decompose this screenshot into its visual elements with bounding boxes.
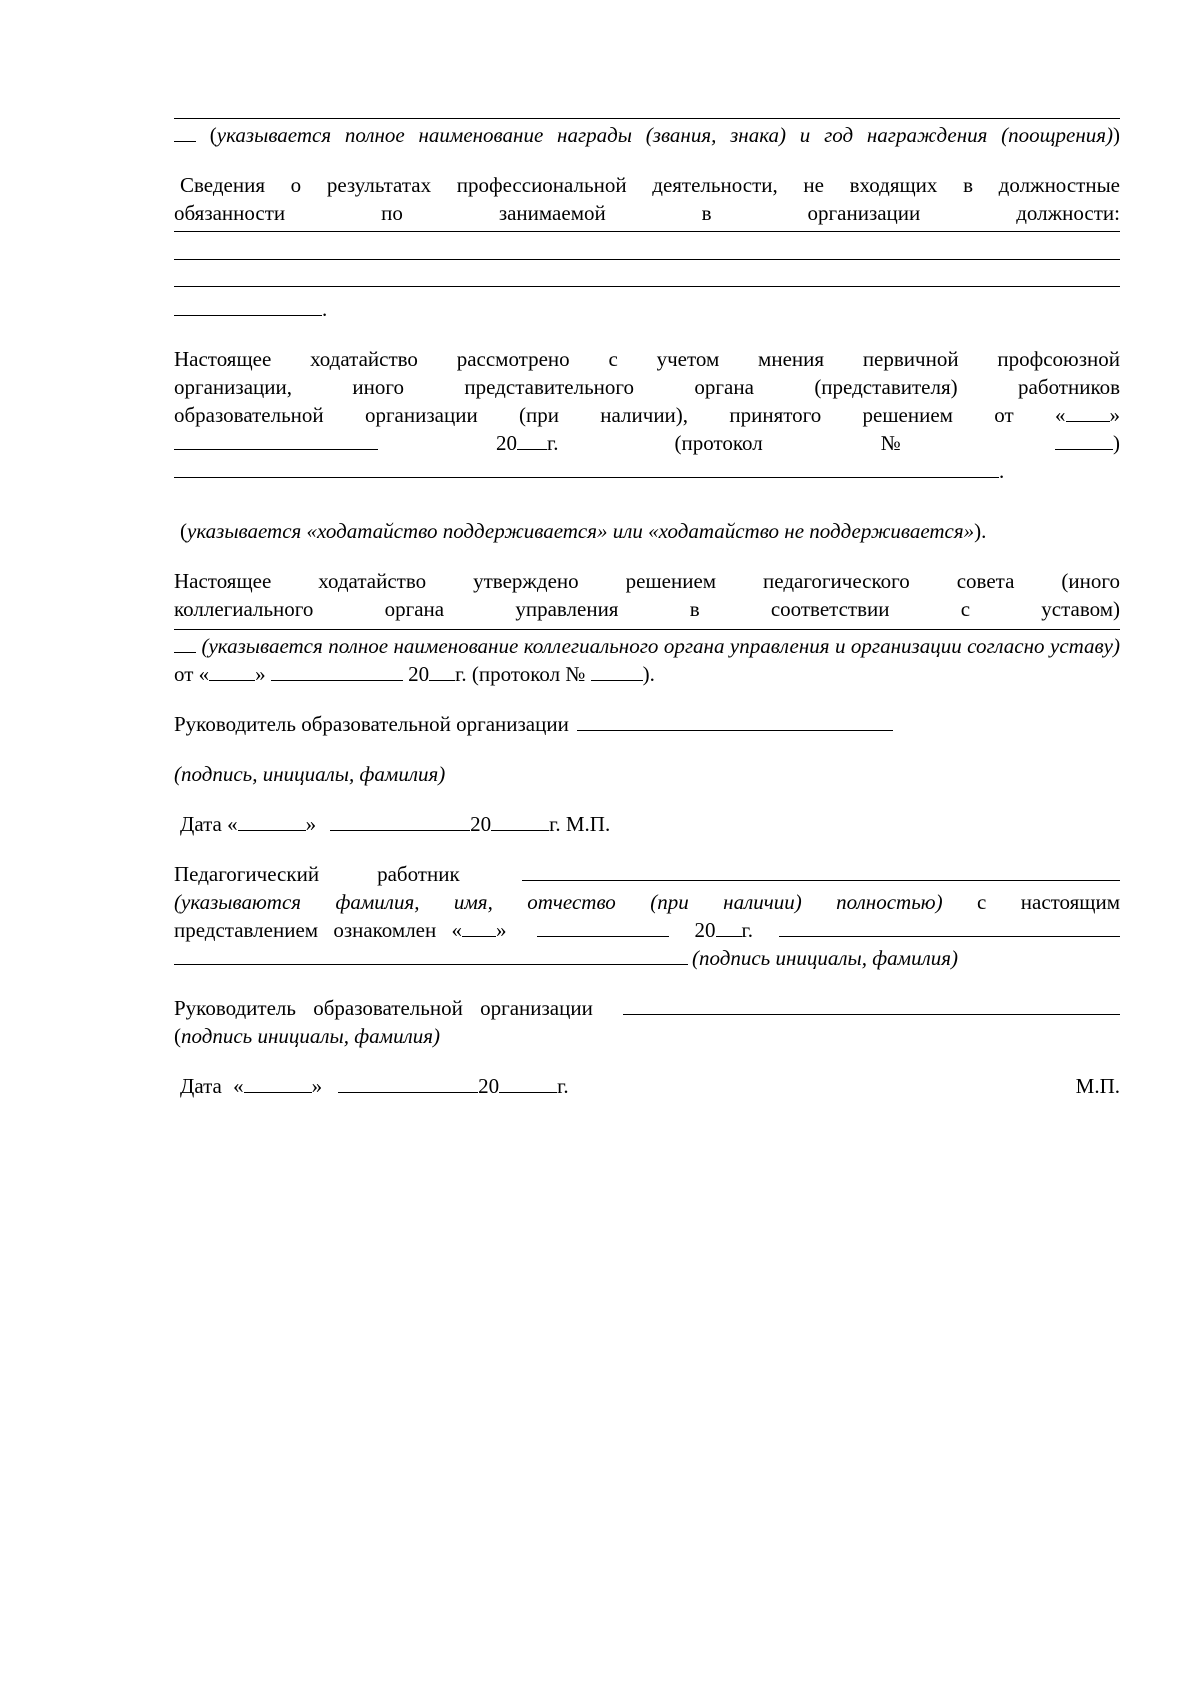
head2-signature-blank — [623, 994, 1120, 1015]
date1-row: Дата « » 20 г. М.П. — [180, 812, 611, 836]
support-note: (указывается «ходатайство поддерживается» или «ходатайство не поддерживается»). — [180, 519, 987, 543]
award-short-blank — [174, 121, 196, 142]
council-month-blank — [271, 660, 403, 681]
date2-row: Дата « » 20 г. М.П. — [180, 1074, 1120, 1098]
results-heading: Сведения о результатах профессиональной деятельности, не входящих в должностные — [180, 173, 1120, 197]
worker-signature-row: (подпись инициалы, фамилия) — [174, 944, 1120, 972]
results-line-3 — [174, 286, 1120, 287]
results-line-1 — [174, 231, 1120, 232]
union-month-blank — [174, 429, 378, 450]
stamp-place-label: М.П. — [1075, 1074, 1120, 1098]
union-day-blank — [1066, 401, 1110, 422]
council-name-line — [174, 629, 1120, 630]
union-decision-line: . — [174, 457, 1120, 485]
form-content — [174, 118, 1120, 1100]
results-heading-line2: обязанности по занимаемой в организации должности: — [174, 201, 1120, 225]
council-day-blank — [209, 660, 255, 681]
date2-year-blank — [499, 1072, 557, 1093]
union-year-blank — [517, 429, 547, 450]
council-year-blank — [429, 660, 455, 681]
council-line2: коллегиального органа управления в соответствии с уставом) — [174, 597, 1120, 621]
head1-signature-blank — [577, 710, 893, 731]
union-line3: образовательной организации (при наличии), принятого решением от « » — [174, 403, 1120, 427]
union-protocol-blank — [1055, 429, 1113, 450]
worker-acknowledge-row: представлением ознакомлен « » 20 г. — [174, 916, 1120, 944]
worker-month-blank — [537, 916, 669, 937]
head2-signature-row: Руководитель образовательной организации — [174, 994, 1120, 1022]
worker-name-blank — [522, 860, 1120, 881]
council-note: (указывается полное наименование коллегиального органа управления и организации согласно уставу) от « » 20 г. (протокол № ). — [174, 634, 1120, 686]
council-protocol-blank — [591, 660, 643, 681]
head1-signature-note: (подпись, инициалы, фамилия) — [174, 762, 446, 786]
head1-signature-row: Руководитель образовательной организации — [174, 710, 1120, 738]
results-line-4: . — [174, 295, 1120, 323]
date2-month-blank — [338, 1072, 478, 1093]
results-line-2 — [174, 259, 1120, 260]
council-line1: Настоящее ходатайство утверждено решением педагогического совета (иного — [174, 569, 1120, 593]
union-line4: 20 г. (протокол № ) — [174, 429, 1120, 457]
head2-signature-note: (подпись инициалы, фамилия) — [174, 1024, 440, 1048]
worker-day-blank — [462, 916, 496, 937]
date1-month-blank — [330, 810, 470, 831]
award-note-text: указывается полное наименование награды (звания, знака) и год награждения (поощрения) — [216, 123, 1114, 147]
date2-day-blank — [244, 1072, 312, 1093]
union-line1: Настоящее ходатайство рассмотрено с учетом мнения первичной профсоюзной — [174, 347, 1120, 371]
worker-note: (указываются фамилия, имя, отчество (при наличии) полностью) с настоящим — [174, 890, 1121, 914]
union-line2: организации, иного представительного органа (представителя) работников — [174, 375, 1120, 399]
award-line — [174, 118, 1120, 119]
worker-year-blank — [716, 916, 742, 937]
date1-year-blank — [491, 810, 549, 831]
award-note: (указывается полное наименование награды (звания, знака) и год награждения (поощрения)) — [174, 121, 1120, 149]
date1-day-blank — [238, 810, 306, 831]
worker-signature-blank — [779, 916, 1120, 937]
worker-row: Педагогический работник — [174, 860, 1120, 888]
